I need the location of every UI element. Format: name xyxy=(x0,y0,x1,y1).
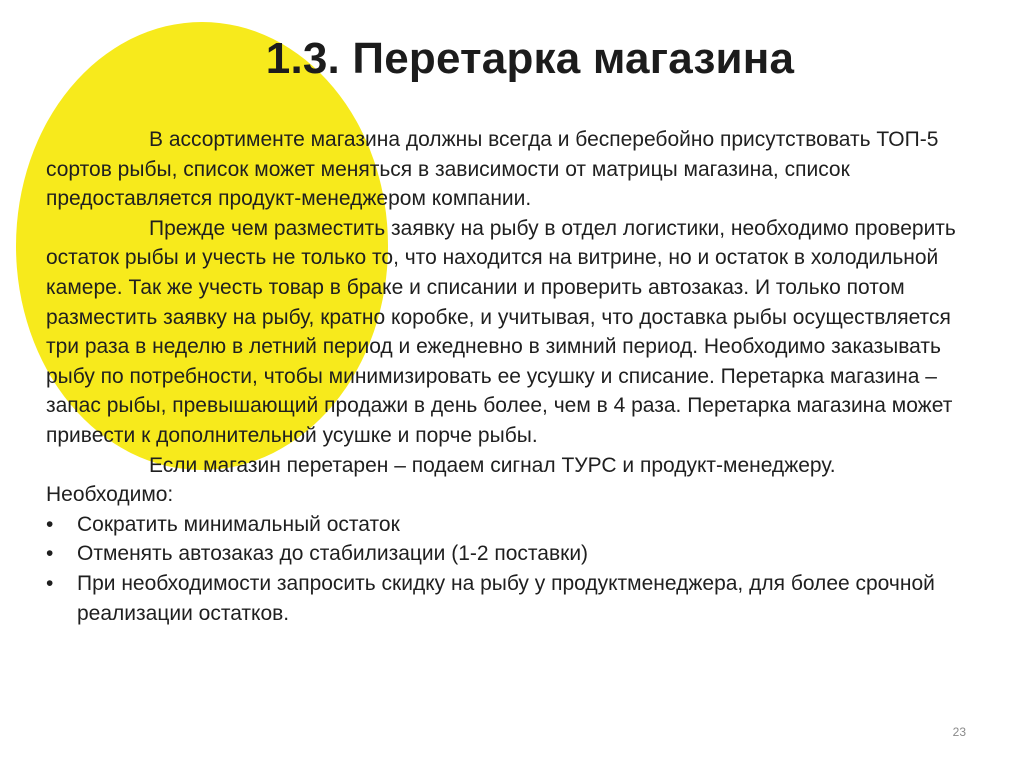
list-item-text: Сократить минимальный остаток xyxy=(77,512,400,536)
bullet-icon: • xyxy=(46,542,54,566)
slide-title: 1.3. Перетарка магазина xyxy=(265,34,795,83)
list-item xyxy=(46,510,976,540)
slide-body xyxy=(46,125,976,628)
necessary-label: Необходимо: xyxy=(46,483,174,507)
paragraph-assortment: В ассортименте магазина должны всегда и бесперебойно присутствовать ТОП-5 сортов рыбы, список может меняться в зависимости от матрицы магазина, список предоставляется продукт-менеджером компании. xyxy=(46,128,939,211)
list-item xyxy=(46,539,976,569)
list-item xyxy=(46,569,976,628)
page-number: 23 xyxy=(952,725,966,739)
list-item-text: При необходимости запросить скидку на рыбу у продуктменеджера, для более срочной реализации остатков. xyxy=(77,571,935,625)
paragraph-signal: Если магазин перетарен – подаем сигнал ТУРС и продукт-менеджеру. xyxy=(149,453,836,477)
list-item-text: Отменять автозаказ до стабилизации (1-2 поставки) xyxy=(77,542,589,566)
bullet-icon: • xyxy=(46,512,54,536)
paragraph-ordering: Прежде чем разместить заявку на рыбу в отдел логистики, необходимо проверить остаток рыбы и учесть не только то, что находится на витрине, но и остаток в холодильной камере. Так же учесть товар в браке и списании и проверить автозаказ. И только потом разместить заявку на рыбу, кратно коробке, и учитывая, что доставка рыбы осуществляется три раза в неделю в летний период и ежедневно в зимний период. Необходимо заказывать рыбу по потребности, чтобы минимизировать ее усушку и списание. Перетарка магазина – запас рыбы, превышающий продажи в день более, чем в 4 раза. Перетарка магазина может привести к дополнительной усушке и порче рыбы. xyxy=(46,216,956,447)
action-list xyxy=(46,510,976,628)
bullet-icon: • xyxy=(46,571,54,595)
